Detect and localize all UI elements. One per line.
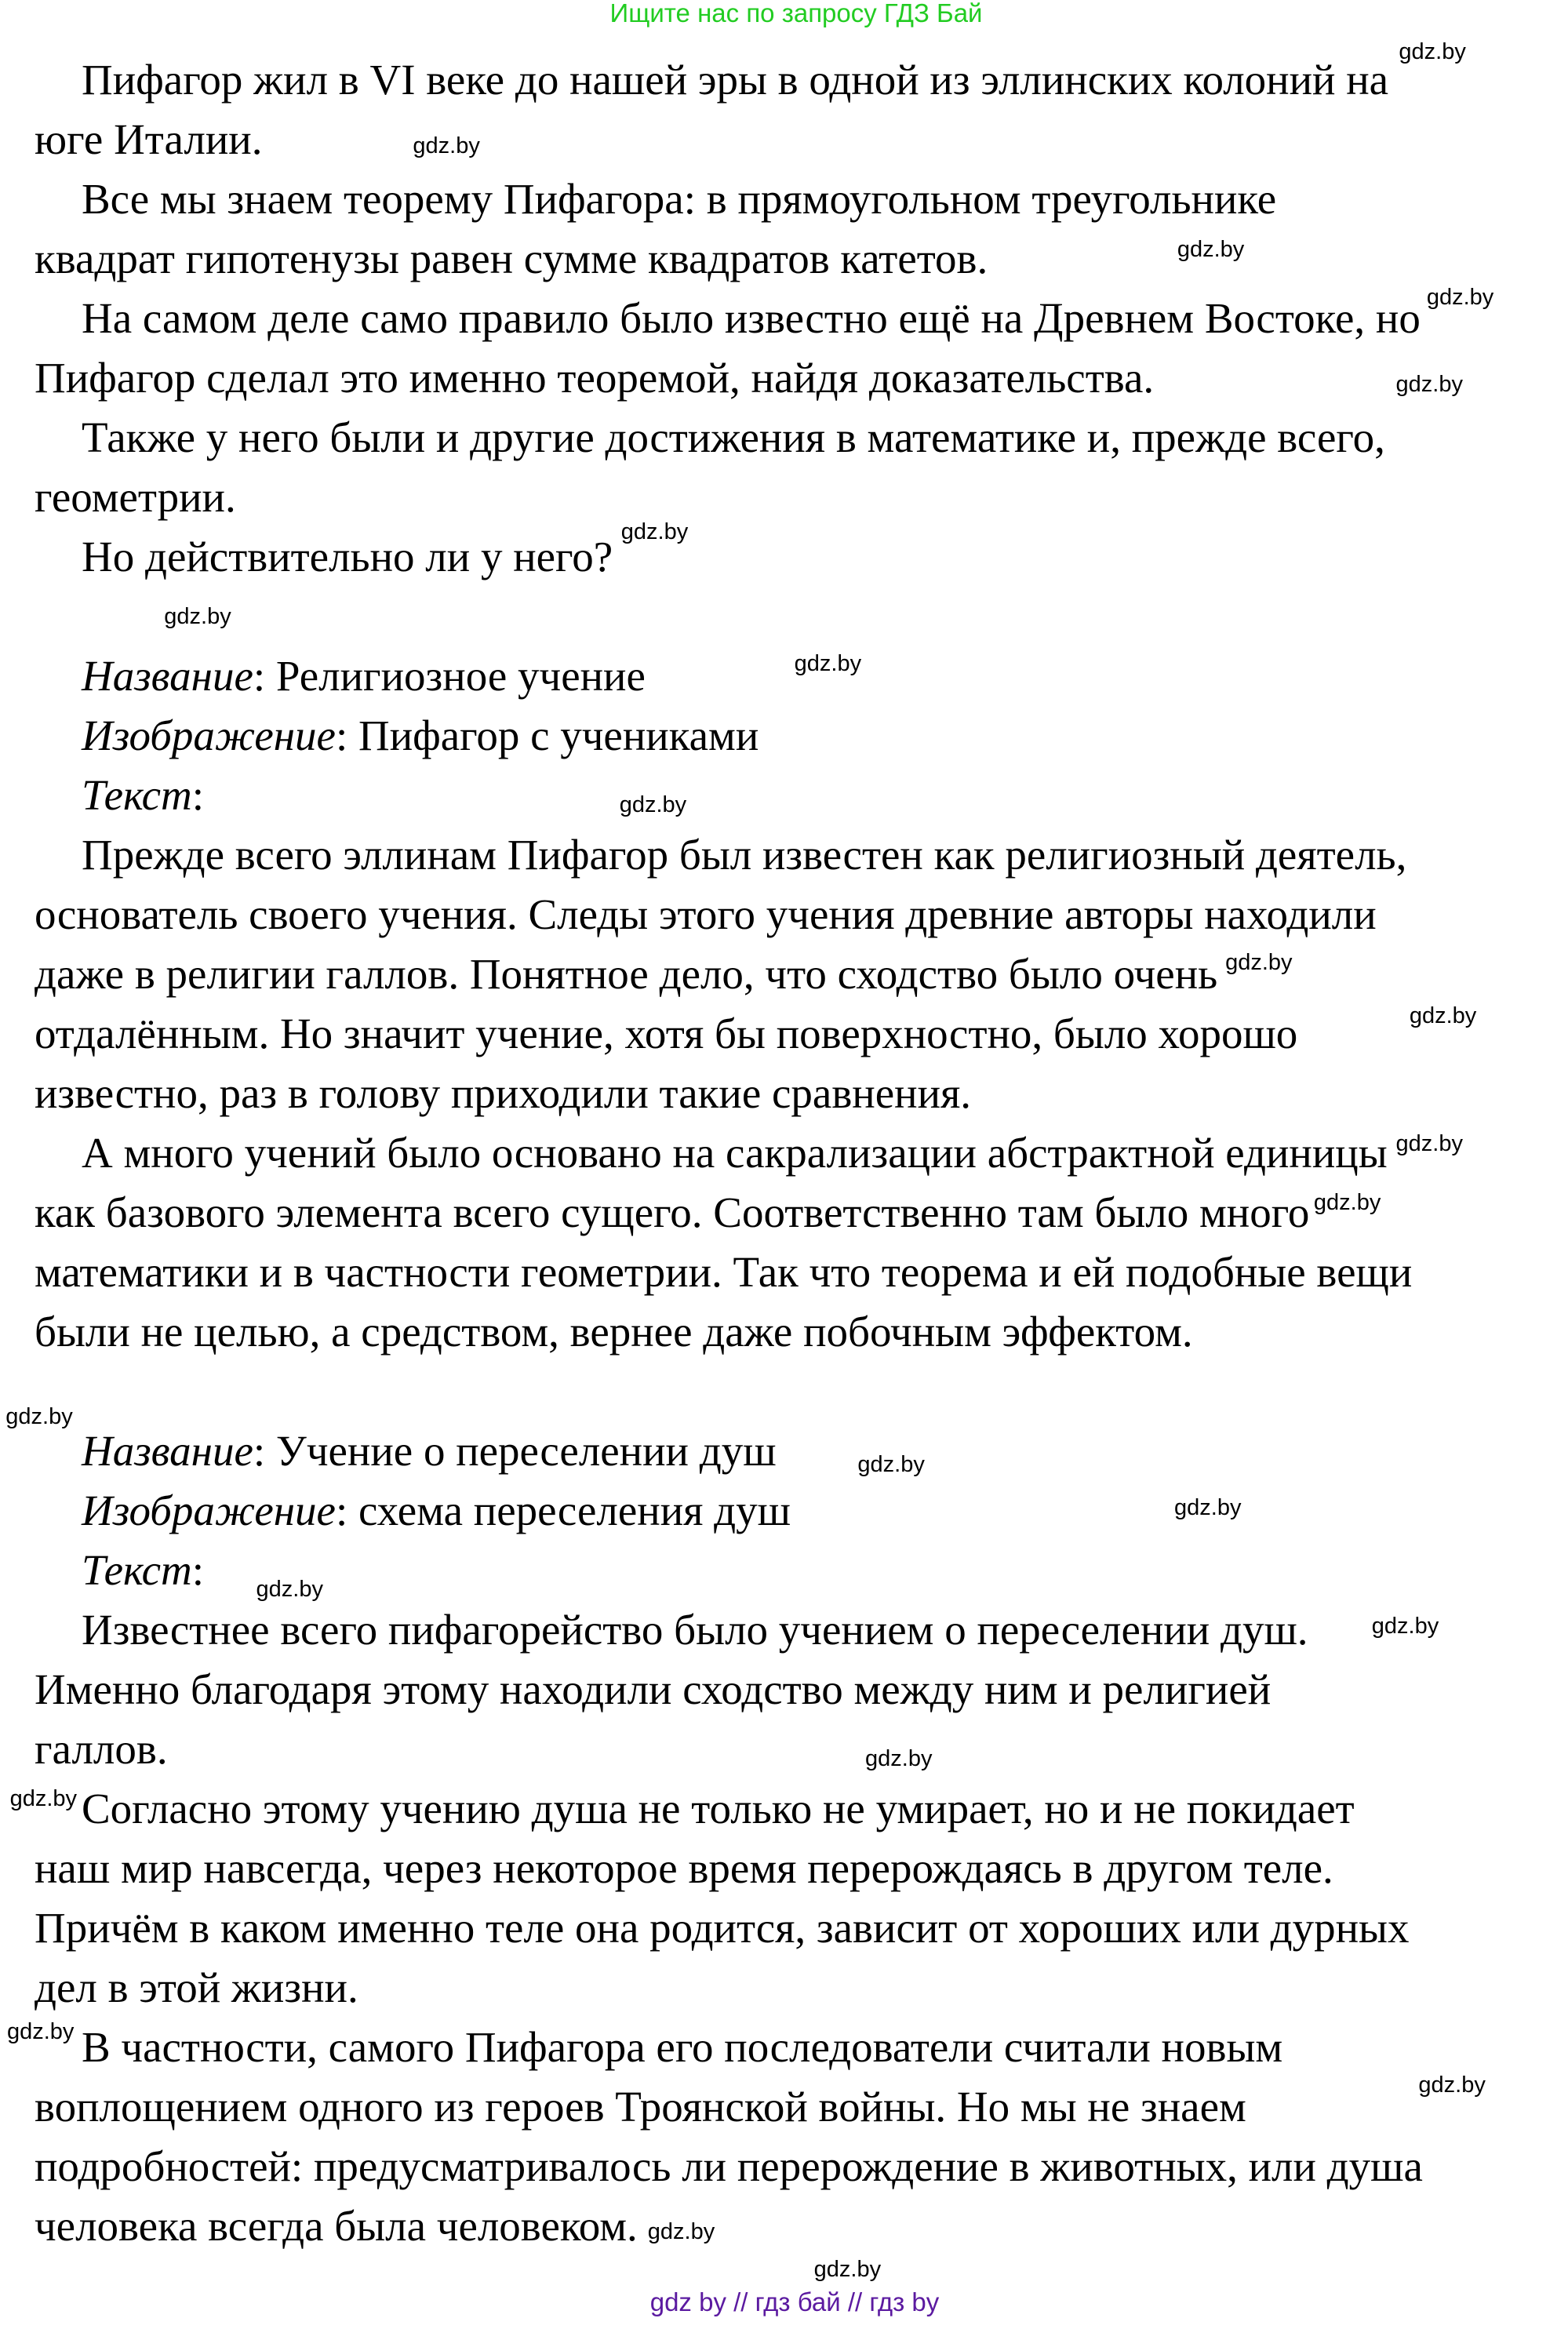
- line-text: На самом деле само правило было известно ещё на Древнем Востоке, но: [82, 294, 1421, 342]
- line-text: : схема переселения душ: [335, 1487, 791, 1534]
- line-text: Пифагор сделал это именно теоремой, найдя доказательства.: [35, 354, 1155, 402]
- text-line: [35, 1010, 1297, 1057]
- line-text: Пифагор жил в VI веке до нашей эры в одной из эллинских колоний на: [82, 56, 1389, 104]
- caption-line: [82, 1428, 777, 1475]
- line-text: даже в религии галлов. Понятное дело, что сходство было очень: [35, 950, 1218, 998]
- line-text: Известнее всего пифагорейство было учением о переселении душ.: [82, 1606, 1308, 1654]
- line-text: основатель своего учения. Следы этого учения древние авторы находили: [35, 890, 1377, 938]
- text-line: [82, 1607, 1308, 1654]
- text-line: [35, 1070, 971, 1117]
- caption-label: Текст: [82, 771, 192, 819]
- line-text: Согласно этому учению душа не только не умирает, но и не покидает: [82, 1785, 1355, 1832]
- line-text: как базового элемента всего сущего. Соответственно там было много: [35, 1188, 1310, 1236]
- caption-line: [82, 653, 646, 700]
- line-text: были не целью, а средством, вернее даже побочным эффектом.: [35, 1308, 1193, 1356]
- line-text: дел в этой жизни.: [35, 1963, 358, 2011]
- line-text: : Пифагор с учениками: [335, 711, 759, 759]
- line-text: подробностей: предусматривалось ли перерождение в животных, или душа: [35, 2142, 1423, 2190]
- gdz-watermark: gdz.by: [620, 519, 689, 544]
- caption-line: [82, 1547, 204, 1594]
- line-text: Причём в каком именно теле она родится, зависит от хороших или дурных: [35, 1904, 1410, 1952]
- line-text: человека всегда была человеком.: [35, 2202, 638, 2250]
- line-text: :: [191, 771, 205, 819]
- text-line: [35, 1726, 168, 1773]
- text-line: [35, 1666, 1271, 1713]
- gdz-watermark: gdz.by: [1225, 949, 1293, 975]
- text-line: [82, 533, 613, 580]
- text-line: [35, 1308, 1193, 1356]
- gdz-watermark: gdz.by: [857, 1451, 925, 1477]
- line-text: :: [191, 1546, 205, 1594]
- gdz-watermark: gdz.by: [413, 133, 480, 158]
- line-text: Также у него были и другие достижения в математике и, прежде всего,: [82, 413, 1385, 461]
- line-text: В частности, самого Пифагора его последователи считали новым: [82, 2023, 1283, 2071]
- text-line: [82, 295, 1421, 342]
- text-line: [35, 951, 1217, 998]
- gdz-watermark: gdz.by: [1371, 1614, 1439, 1639]
- gdz-watermark: gdz.by: [1399, 39, 1466, 65]
- text-line: [35, 235, 988, 282]
- text-line: [35, 2203, 638, 2250]
- gdz-watermark: gdz.by: [9, 1785, 78, 1811]
- caption-label: Текст: [82, 1546, 192, 1594]
- gdz-watermark: gdz.by: [813, 2256, 882, 2282]
- caption-line: [82, 772, 204, 819]
- gdz-watermark: gdz.by: [6, 2018, 75, 2044]
- line-text: Все мы знаем теорему Пифагора: в прямоугольном треугольнике: [82, 175, 1277, 223]
- text-line: [35, 2083, 1246, 2131]
- line-text: А много учений было основано на сакрализации абстрактной единицы: [82, 1129, 1388, 1177]
- gdz-watermark: gdz.by: [256, 1576, 323, 1602]
- line-text: квадрат гипотенузы равен сумме квадратов катетов.: [35, 235, 988, 282]
- caption-label: Название: [82, 1427, 253, 1475]
- gdz-watermark: gdz.by: [1395, 1130, 1463, 1156]
- gdz-watermark: gdz.by: [1174, 1494, 1242, 1520]
- gdz-watermark: gdz.by: [794, 651, 862, 677]
- caption-line: [82, 712, 759, 759]
- line-text: : Учение о переселении душ: [253, 1427, 777, 1475]
- text-line: [35, 474, 236, 521]
- caption-label: Изображение: [82, 1487, 336, 1534]
- text-line: [35, 1964, 358, 2011]
- line-text: Прежде всего эллинам Пифагор был известен как религиозный деятель,: [82, 831, 1407, 879]
- text-line: [82, 56, 1388, 104]
- text-line: [35, 1905, 1410, 1952]
- text-line: [35, 1249, 1412, 1296]
- text-line: [35, 1189, 1309, 1236]
- gdz-watermark: gdz.by: [1313, 1190, 1381, 1216]
- line-text: воплощением одного из героев Троянской войны. Но мы не знаем: [35, 2083, 1246, 2131]
- gdz-watermark: gdz.by: [1395, 372, 1463, 398]
- text-line: [82, 1785, 1355, 1832]
- line-text: Но действительно ли у него?: [82, 533, 613, 580]
- text-line: [82, 176, 1276, 223]
- line-text: Именно благодаря этому находили сходство между ним и религией: [35, 1665, 1271, 1713]
- search-banner: Ищите нас по запросу ГДЗ Бай: [609, 0, 983, 27]
- gdz-watermark: gdz.by: [865, 1745, 933, 1771]
- text-line: [82, 414, 1385, 461]
- gdz-watermark: gdz.by: [619, 792, 687, 818]
- line-text: математики и в частности геометрии. Так что теорема и ей подобные вещи: [35, 1248, 1413, 1296]
- line-text: юге Италии.: [35, 115, 263, 163]
- caption-label: Изображение: [82, 711, 336, 759]
- text-line: [35, 891, 1377, 938]
- line-text: геометрии.: [35, 473, 236, 521]
- text-line: [35, 1845, 1333, 1892]
- gdz-watermark: gdz.by: [164, 603, 231, 629]
- gdz-watermark: gdz.by: [5, 1404, 73, 1430]
- footer-watermark: gdz by // гдз бай // гдз by: [649, 2287, 940, 2316]
- gdz-watermark: gdz.by: [647, 2219, 715, 2245]
- line-text: галлов.: [35, 1725, 168, 1773]
- text-line: [82, 1130, 1388, 1177]
- text-line: [82, 832, 1406, 879]
- gdz-watermark: gdz.by: [1177, 237, 1245, 263]
- caption-line: [82, 1487, 791, 1534]
- text-line: [35, 116, 262, 163]
- gdz-watermark: gdz.by: [1426, 284, 1494, 310]
- line-text: отдалённым. Но значит учение, хотя бы поверхностно, было хорошо: [35, 1010, 1298, 1057]
- text-line: [82, 2024, 1282, 2071]
- text-line: [35, 355, 1154, 402]
- line-text: : Религиозное учение: [253, 652, 646, 700]
- gdz-watermark: gdz.by: [1418, 2072, 1486, 2098]
- line-text: известно, раз в голову приходили такие сравнения.: [35, 1069, 972, 1117]
- text-line: [35, 2143, 1423, 2190]
- caption-label: Название: [82, 652, 253, 700]
- gdz-watermark: gdz.by: [1409, 1003, 1477, 1028]
- line-text: наш мир навсегда, через некоторое время перерождаясь в другом теле.: [35, 1844, 1333, 1892]
